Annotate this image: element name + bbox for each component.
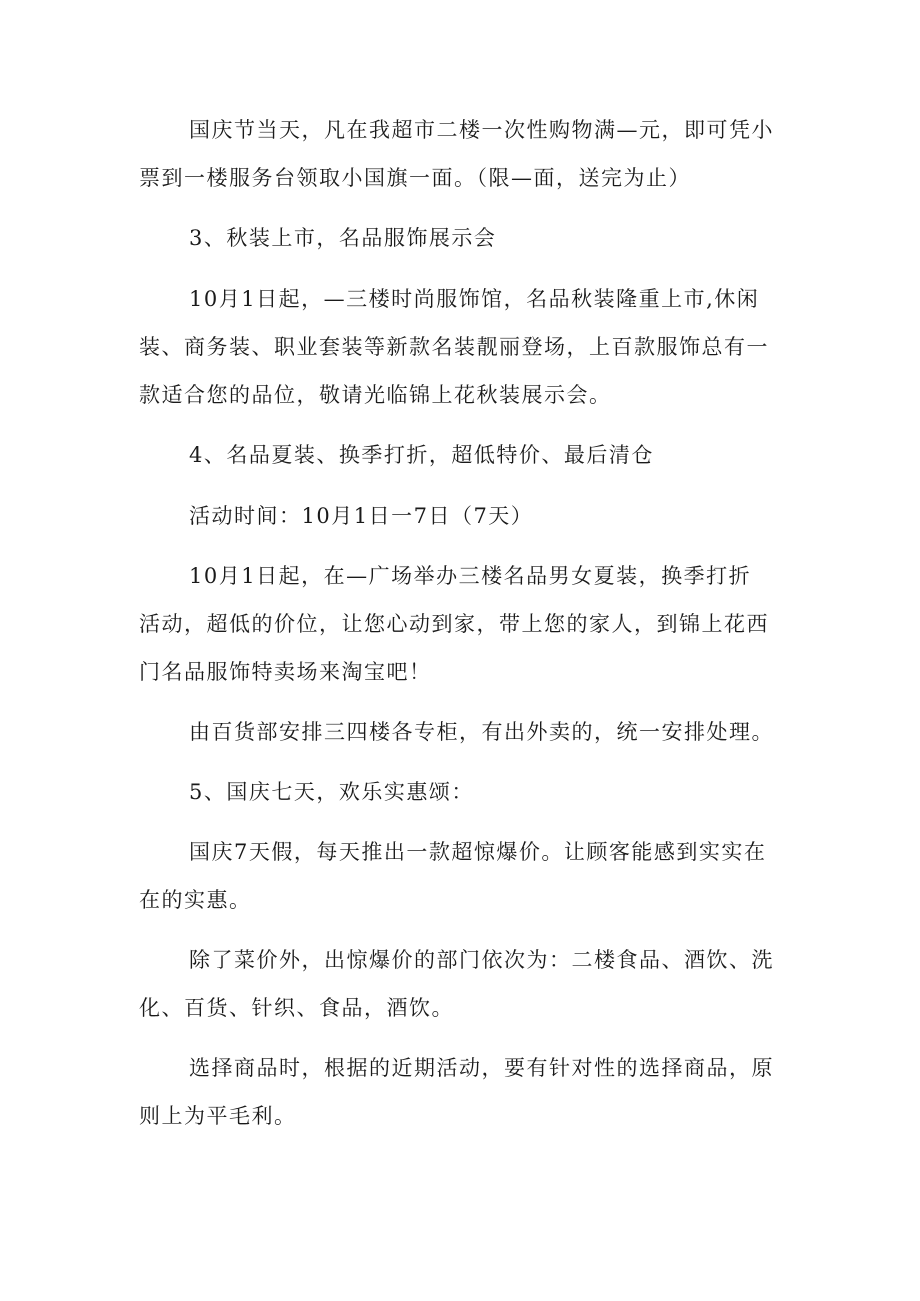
paragraph-department-order: [139, 936, 789, 1032]
paragraph-line: 则上为平毛利。: [139, 1104, 297, 1128]
paragraph-department-arrangement: [139, 708, 789, 756]
paragraph-activity-time: [139, 492, 789, 540]
paragraph-line: 国庆节当天，凡在我超市二楼一次性购物满—元，即可凭小: [189, 118, 774, 142]
heading-summer-clearance: [139, 431, 789, 479]
paragraph-line: 活动，超低的价位，让您心动到家，带上您的家人，到锦上花西: [139, 612, 769, 636]
paragraph-autumn-fashion: [139, 275, 789, 419]
paragraph-line: 国庆7天假，每天推出一款超惊爆价。让顾客能感到实实在: [189, 840, 767, 864]
heading-autumn-fashion: [139, 214, 789, 262]
paragraph-daily-deal: [139, 828, 789, 924]
paragraph-line: 款适合您的品位，敬请光临锦上花秋装展示会。: [139, 383, 612, 407]
paragraph-national-day-flag: [139, 106, 789, 202]
paragraph-line: 门名品服饰特卖场来淘宝吧！: [139, 660, 432, 684]
paragraph-line: 由百货部安排三四楼各专柜，有出外卖的，统一安排处理。: [189, 720, 774, 744]
paragraph-product-selection: [139, 1044, 789, 1140]
paragraph-line: 10月1日起，在—广场举办三楼名品男女夏装，换季打折: [189, 564, 752, 588]
paragraph-line: 在的实惠。: [139, 888, 252, 912]
paragraph-line: 10月1日起，—三楼时尚服饰馆，名品秋装隆重上市,休闲: [189, 287, 760, 311]
paragraph-line: 票到一楼服务台领取小国旗一面。（限—面，送完为止）: [139, 166, 691, 190]
paragraph-line: 活动时间：10月1日一7日（7天）: [189, 504, 534, 528]
paragraph-line: 4、名品夏装、换季打折，超低特价、最后清仓: [189, 443, 654, 467]
paragraph-line: 化、百货、针织、食品，酒饮。: [139, 996, 454, 1020]
heading-seven-days: [139, 768, 789, 816]
paragraph-line: 除了菜价外，出惊爆价的部门依次为：二楼食品、酒饮、洗: [189, 948, 774, 972]
paragraph-summer-clearance: [139, 552, 789, 696]
paragraph-line: 3、秋装上市，名品服饰展示会: [189, 226, 497, 250]
paragraph-line: 装、商务装、职业套装等新款名装靓丽登场，上百款服饰总有一: [139, 335, 769, 359]
paragraph-line: 选择商品时，根据的近期活动，要有针对性的选择商品，原: [189, 1056, 774, 1080]
paragraph-line: 5、国庆七天，欢乐实惠颂：: [189, 780, 474, 804]
